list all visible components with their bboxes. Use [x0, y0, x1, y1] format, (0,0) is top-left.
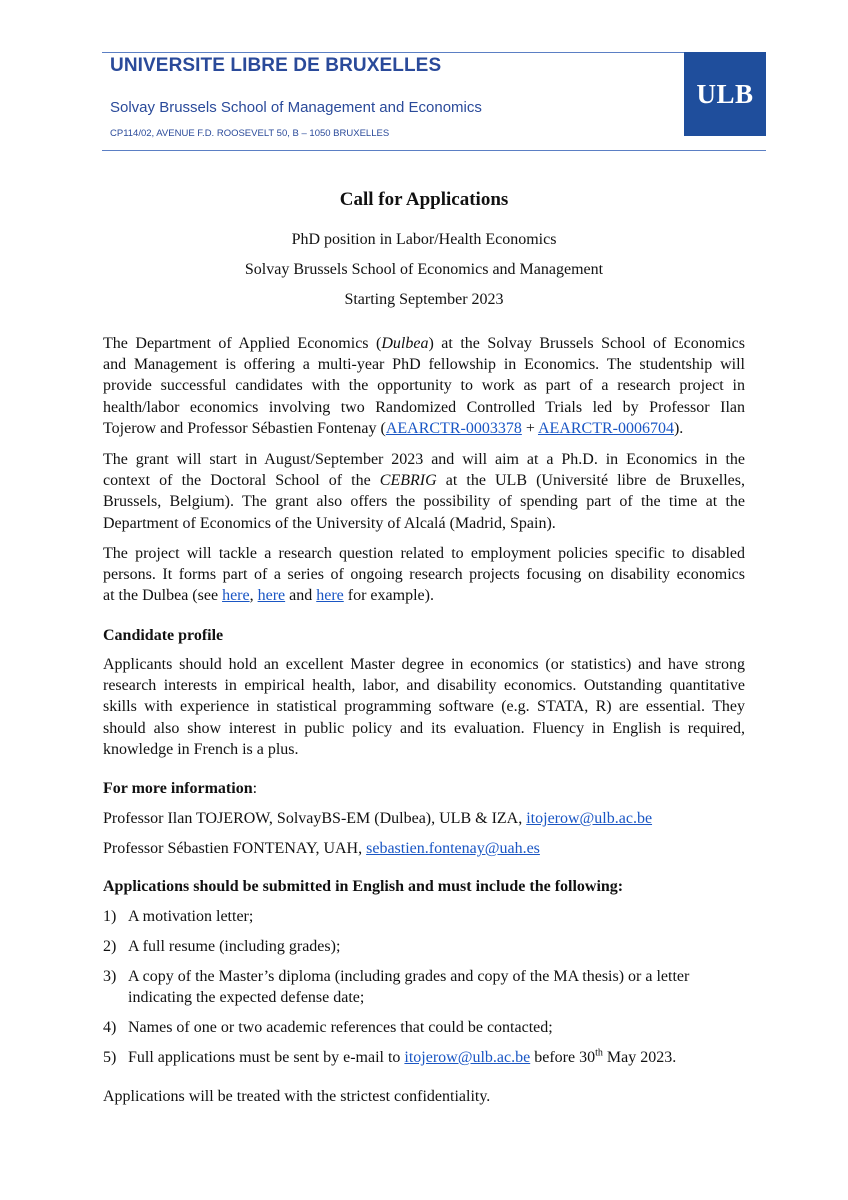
here-link-2[interactable]: here [257, 587, 286, 605]
applications-heading-block [103, 876, 745, 897]
header-bottom-rule [102, 150, 766, 151]
grant-line-3: Brussels, Belgium). The grant also offers the possibility of spending part of the time at the [103, 493, 745, 511]
intro-line-5: Tojerow and Professor Sébastien Fontenay (AEARCTR-0003378 + AEARCTR-0006704). [103, 419, 684, 437]
grant-paragraph [103, 449, 745, 534]
candidate-profile-heading-block [103, 625, 745, 646]
fontenay-email-link[interactable]: sebastien.fontenay@uah.es [366, 840, 540, 857]
profile-line-1: Applicants should hold an excellent Master degree in economics (or statistics) and have strong [103, 656, 745, 673]
here-link-3[interactable]: here [316, 587, 344, 605]
profile-line-3: skills with experience in statistical programming software (e.g. STATA, R) are essential. They [103, 698, 745, 716]
aearctr-0006704-link[interactable]: AEARCTR-0006704 [537, 419, 674, 437]
intro-paragraph [103, 333, 745, 439]
confidentiality-note: Applications will be treated with the strictest confidentiality. [103, 1088, 491, 1105]
contact-tojerow: Professor Ilan TOJEROW, SolvayBS-EM (Dulbea), ULB & IZA, itojerow@ulb.ac.be [103, 810, 653, 827]
subtitle-school: Solvay Brussels School of Economics and Management [244, 261, 604, 278]
candidate-profile-paragraph [103, 654, 745, 760]
submission-email-link[interactable]: itojerow@ulb.ac.be [404, 1049, 531, 1066]
profile-line-2: research interests in empirical health, labor, and disability economics. Outstanding quantitative [103, 677, 745, 695]
profile-line-5: knowledge in French is a plus. [103, 740, 299, 758]
grant-line-2: context of the Doctoral School of the CEBRIG at the ULB (Université libre de Bruxelles, [103, 472, 746, 490]
logo-text: ULB [696, 78, 754, 109]
aearctr-0003378-link[interactable]: AEARCTR-0003378 [385, 419, 522, 437]
header-top-rule [102, 52, 766, 53]
project-line-2: persons. It forms part of a series of ongoing research projects focusing on disability economics [103, 566, 745, 584]
more-info-heading: For more information [103, 780, 253, 797]
contact-fontenay: Professor Sébastien FONTENAY, UAH, sebastien.fontenay@uah.es [103, 840, 540, 857]
university-name: UNIVERSITE LIBRE DE BRUXELLES [110, 55, 442, 76]
subtitle-position: PhD position in Labor/Health Economics [291, 231, 557, 248]
address: CP114/02, AVENUE F.D. ROOSEVELT 50, B – 1050 BRUXELLES [110, 128, 390, 139]
project-line-1: The project will tackle a research question related to employment policies specific to disabled [103, 545, 745, 562]
project-line-3: at the Dulbea (see here, here and here for example). [103, 587, 434, 605]
school-name: Solvay Brussels School of Management and Economics [110, 99, 482, 116]
grant-line-4: Department of Economics of the University of Alcalá (Madrid, Spain). [103, 514, 556, 532]
subtitle-start: Starting September 2023 [344, 291, 504, 308]
intro-line-3: provide successful candidates with the opportunity to work as part of a research project in [103, 377, 745, 395]
intro-line-2: and Management is offering a multi-year PhD fellowship in Economics. The studentship will [103, 356, 745, 374]
ulb-logo [684, 52, 766, 136]
grant-line-1: The grant will start in August/September 2023 and will aim at a Ph.D. in Economics in the [103, 451, 745, 468]
intro-line-1: The Department of Applied Economics (Dulbea) at the Solvay Brussels School of Economics [103, 335, 745, 352]
applications-heading: Applications should be submitted in English and must include the following: [103, 878, 624, 895]
more-info-heading-block: For more information: [103, 780, 258, 797]
candidate-profile-heading: Candidate profile [103, 627, 224, 644]
project-paragraph [103, 543, 745, 607]
profile-line-4: should also show interest in public policy and its evaluation. Fluency in English is required, [103, 719, 745, 737]
intro-line-4: health/labor economics involving two Randomized Controlled Trials led by Professor Ilan [103, 398, 745, 416]
page-title: Call for Applications [339, 189, 509, 210]
tojerow-email-link[interactable]: itojerow@ulb.ac.be [526, 810, 653, 827]
here-link-1[interactable]: here [222, 587, 250, 605]
